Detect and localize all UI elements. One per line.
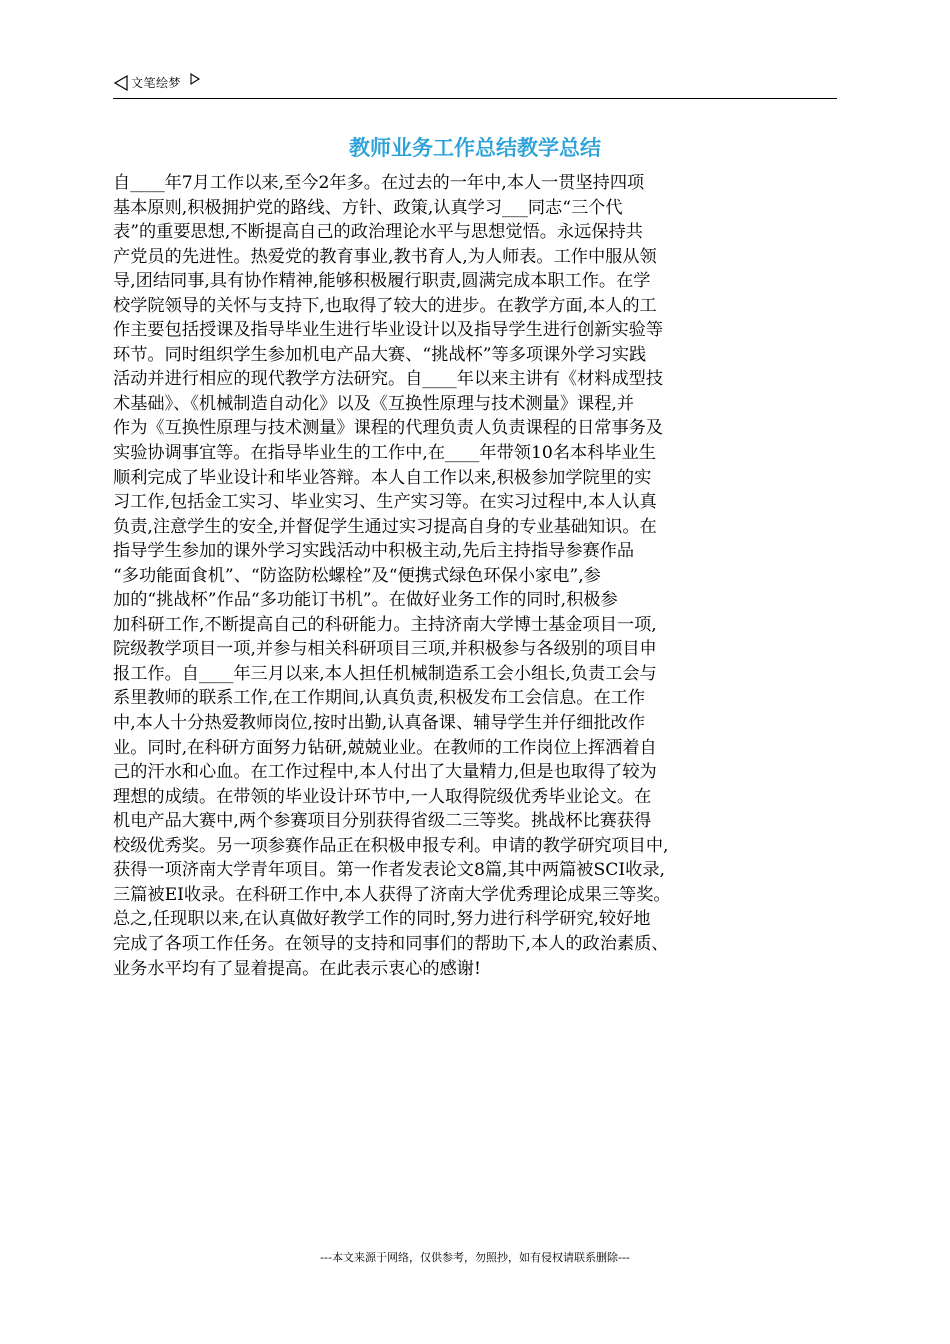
body-line: 顺利完成了毕业设计和毕业答辩。本人自工作以来,积极参加学院里的实 — [113, 467, 652, 488]
body-line: 活动并进行相应的现代教学方法研究。自____年以来主讲有《材料成型技 — [113, 369, 664, 390]
body-line: 实验协调事宜等。在指导毕业生的工作中,在____年带领10名本科毕业生 — [113, 443, 656, 464]
triangle-right-outline-icon — [189, 72, 201, 86]
body-line: 负责,注意学生的安全,并督促学生通过实习提高自身的专业基础知识。在 — [113, 516, 657, 537]
body-line: 获得一项济南大学青年项目。第一作者发表论文8篇,其中两篇被SCI收录, — [113, 860, 666, 881]
body-line: 表”的重要思想,不断提高自己的政治理论水平与思想觉悟。永远保持共 — [113, 222, 643, 243]
body-line: 校学院领导的关怀与支持下,也取得了较大的进步。在教学方面,本人的工 — [113, 295, 657, 316]
body-line: 加科研工作,不断提高自己的科研能力。主持济南大学博士基金项目一项, — [113, 614, 657, 635]
document-title: 教师业务工作总结教学总结 — [349, 136, 601, 160]
brand-name: 文笔绘梦 — [131, 76, 182, 90]
body-line: 术基础》、《机械制造自动化》以及《互换性原理与技术测量》课程,并 — [113, 393, 635, 414]
body-line: 环节。同时组织学生参加机电产品大赛、“挑战杯”等多项课外学习实践 — [113, 344, 647, 365]
body-line: 总之,任现职以来,在认真做好教学工作的同时,努力进行科学研究,较好地 — [113, 909, 651, 930]
body-line: 完成了各项工作任务。在领导的支持和同事们的帮助下,本人的政治素质、 — [113, 933, 669, 954]
body-line: 业务水平均有了显着提高。在此表示衷心的感谢! — [113, 958, 481, 979]
body-line: 产党员的先进性。热爱党的教育事业,教书育人,为人师表。工作中服从领 — [113, 246, 657, 267]
body-line: 加的“挑战杯”作品“多功能订书机”。在做好业务工作的同时,积极参 — [113, 590, 618, 611]
page-header — [113, 72, 837, 99]
body-line: “多功能面食机”、“防盗防松螺栓”及“便携式绿色环保小家电”,参 — [113, 565, 601, 586]
body-line: 系里教师的联系工作,在工作期间,认真负责,积极发布工会信息。在工作 — [113, 688, 646, 709]
body-line: 指导学生参加的课外学习实践活动中积极主动,先后主持指导参赛作品 — [113, 541, 635, 562]
footer-disclaimer: ---本文来源于网络，仅供参考，勿照抄，如有侵权请联系删除--- — [320, 1251, 630, 1264]
body-line: 机电产品大赛中,两个参赛项目分别获得省级二三等奖。挑战杯比赛获得 — [113, 811, 652, 832]
body-line: 院级教学项目一项,并参与相关科研项目三项,并积极参与各级别的项目申 — [113, 639, 657, 660]
body-line: 基本原则,积极拥护党的路线、方针、政策,认真学习___同志“三个代 — [113, 197, 623, 218]
body-line: 理想的成绩。在带领的毕业设计环节中,一人取得院级优秀毕业论文。在 — [113, 786, 652, 807]
body-line: 作主要包括授课及指导毕业生进行毕业设计以及指导学生进行创新实验等 — [113, 320, 664, 341]
body-line: 业。同时,在科研方面努力钻研,兢兢业业。在教师的工作岗位上挥洒着自 — [113, 737, 657, 758]
header-brand — [113, 74, 201, 92]
body-line: 己的汗水和心血。在工作过程中,本人付出了大量精力,但是也取得了较为 — [113, 762, 657, 783]
body-line: 习工作,包括金工实习、毕业实习、生产实习等。在实习过程中,本人认真 — [113, 492, 657, 513]
body-line: 报工作。自____年三月以来,本人担任机械制造系工会小组长,负责工会与 — [113, 663, 657, 684]
document-body — [113, 171, 853, 981]
body-line: 导,团结同事,具有协作精神,能够积极履行职责,圆满完成本职工作。在学 — [113, 271, 651, 292]
body-line: 三篇被EI收录。在科研工作中,本人获得了济南大学优秀理论成果三等奖。 — [113, 884, 671, 905]
body-line: 自____年7月工作以来,至今2年多。在过去的一年中,本人一贯坚持四项 — [113, 173, 645, 193]
triangle-left-outline-icon — [113, 74, 129, 92]
body-line: 作为《互换性原理与技术测量》课程的代理负责人负责课程的日常事务及 — [113, 418, 664, 439]
body-line: 校级优秀奖。另一项参赛作品正在积极申报专利。申请的教学研究项目中, — [113, 835, 669, 856]
body-line: 中,本人十分热爱教师岗位,按时出勤,认真备课、辅导学生并仔细批改作 — [113, 713, 646, 734]
